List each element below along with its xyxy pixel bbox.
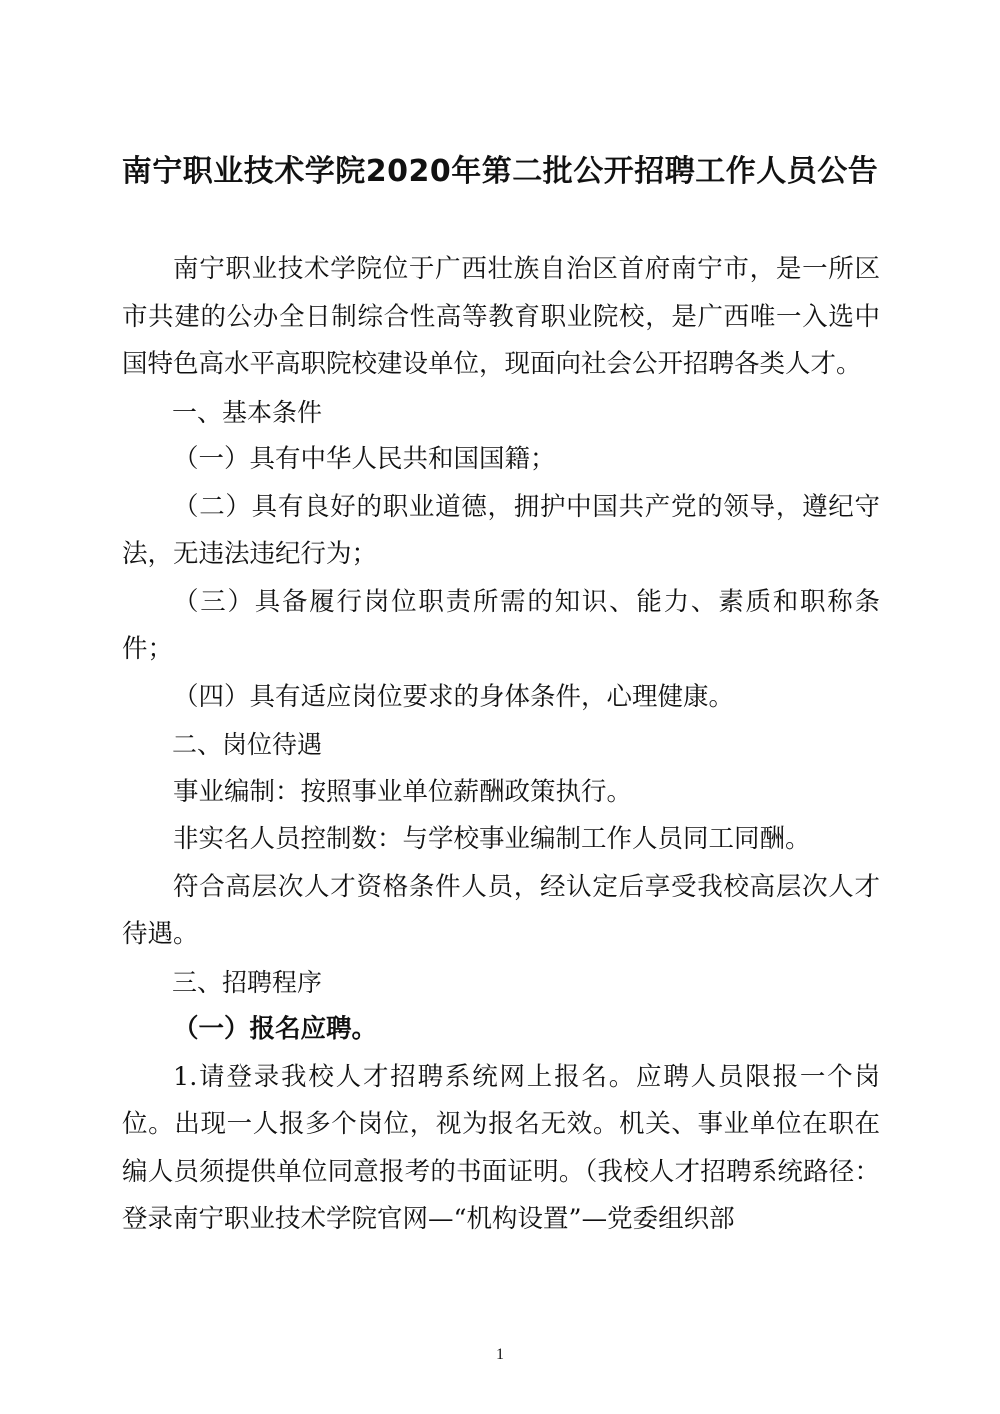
document-body [122,246,880,1244]
section-heading-procedure: 三、招聘程序 [172,967,323,997]
registration-paragraph: 1.请登录我校人才招聘系统网上报名。应聘人员限报一个岗位。出现一人报多个岗位，视为报名无效。机关、事业单位在职在编人员须提供单位同意报考的书面证明。（我校人才招聘系统路径：登录南宁职业技术学院官网—“机构设置”—党委组织部 [122,1061,880,1234]
condition-item: （一）具有中华人民共和国国籍； [173,444,556,474]
document-title: 南宁职业技术学院2020年第二批公开招聘工作人员公告 [121,154,879,189]
benefit-item: 事业编制：按照事业单位薪酬政策执行。 [173,776,633,807]
benefit-item: 非实名人员控制数：与学校事业编制工作人员同工同酬。 [173,824,811,854]
condition-item: （二）具有良好的职业道德，拥护中国共产党的领导，遵纪守法，无违法违纪行为； [122,491,880,569]
condition-item: （三）具备履行岗位职责所需的知识、能力、素质和职称条件； [122,586,880,664]
section-heading-basic-conditions: 一、基本条件 [172,397,323,427]
subsection-heading-registration: （一）报名应聘。 [173,1014,378,1044]
page-number: 1 [496,1346,504,1363]
intro-paragraph: 南宁职业技术学院位于广西壮族自治区首府南宁市，是一所区市共建的公办全日制综合性高等教育职业院校，是广西唯一入选中国特色高水平高职院校建设单位，现面向社会公开招聘各类人才。 [122,254,880,379]
condition-item: （四）具有适应岗位要求的身体条件，心理健康。 [173,681,735,712]
benefit-item: 符合高层次人才资格条件人员，经认定后享受我校高层次人才待遇。 [122,871,880,949]
section-heading-benefits: 二、岗位待遇 [172,730,323,759]
